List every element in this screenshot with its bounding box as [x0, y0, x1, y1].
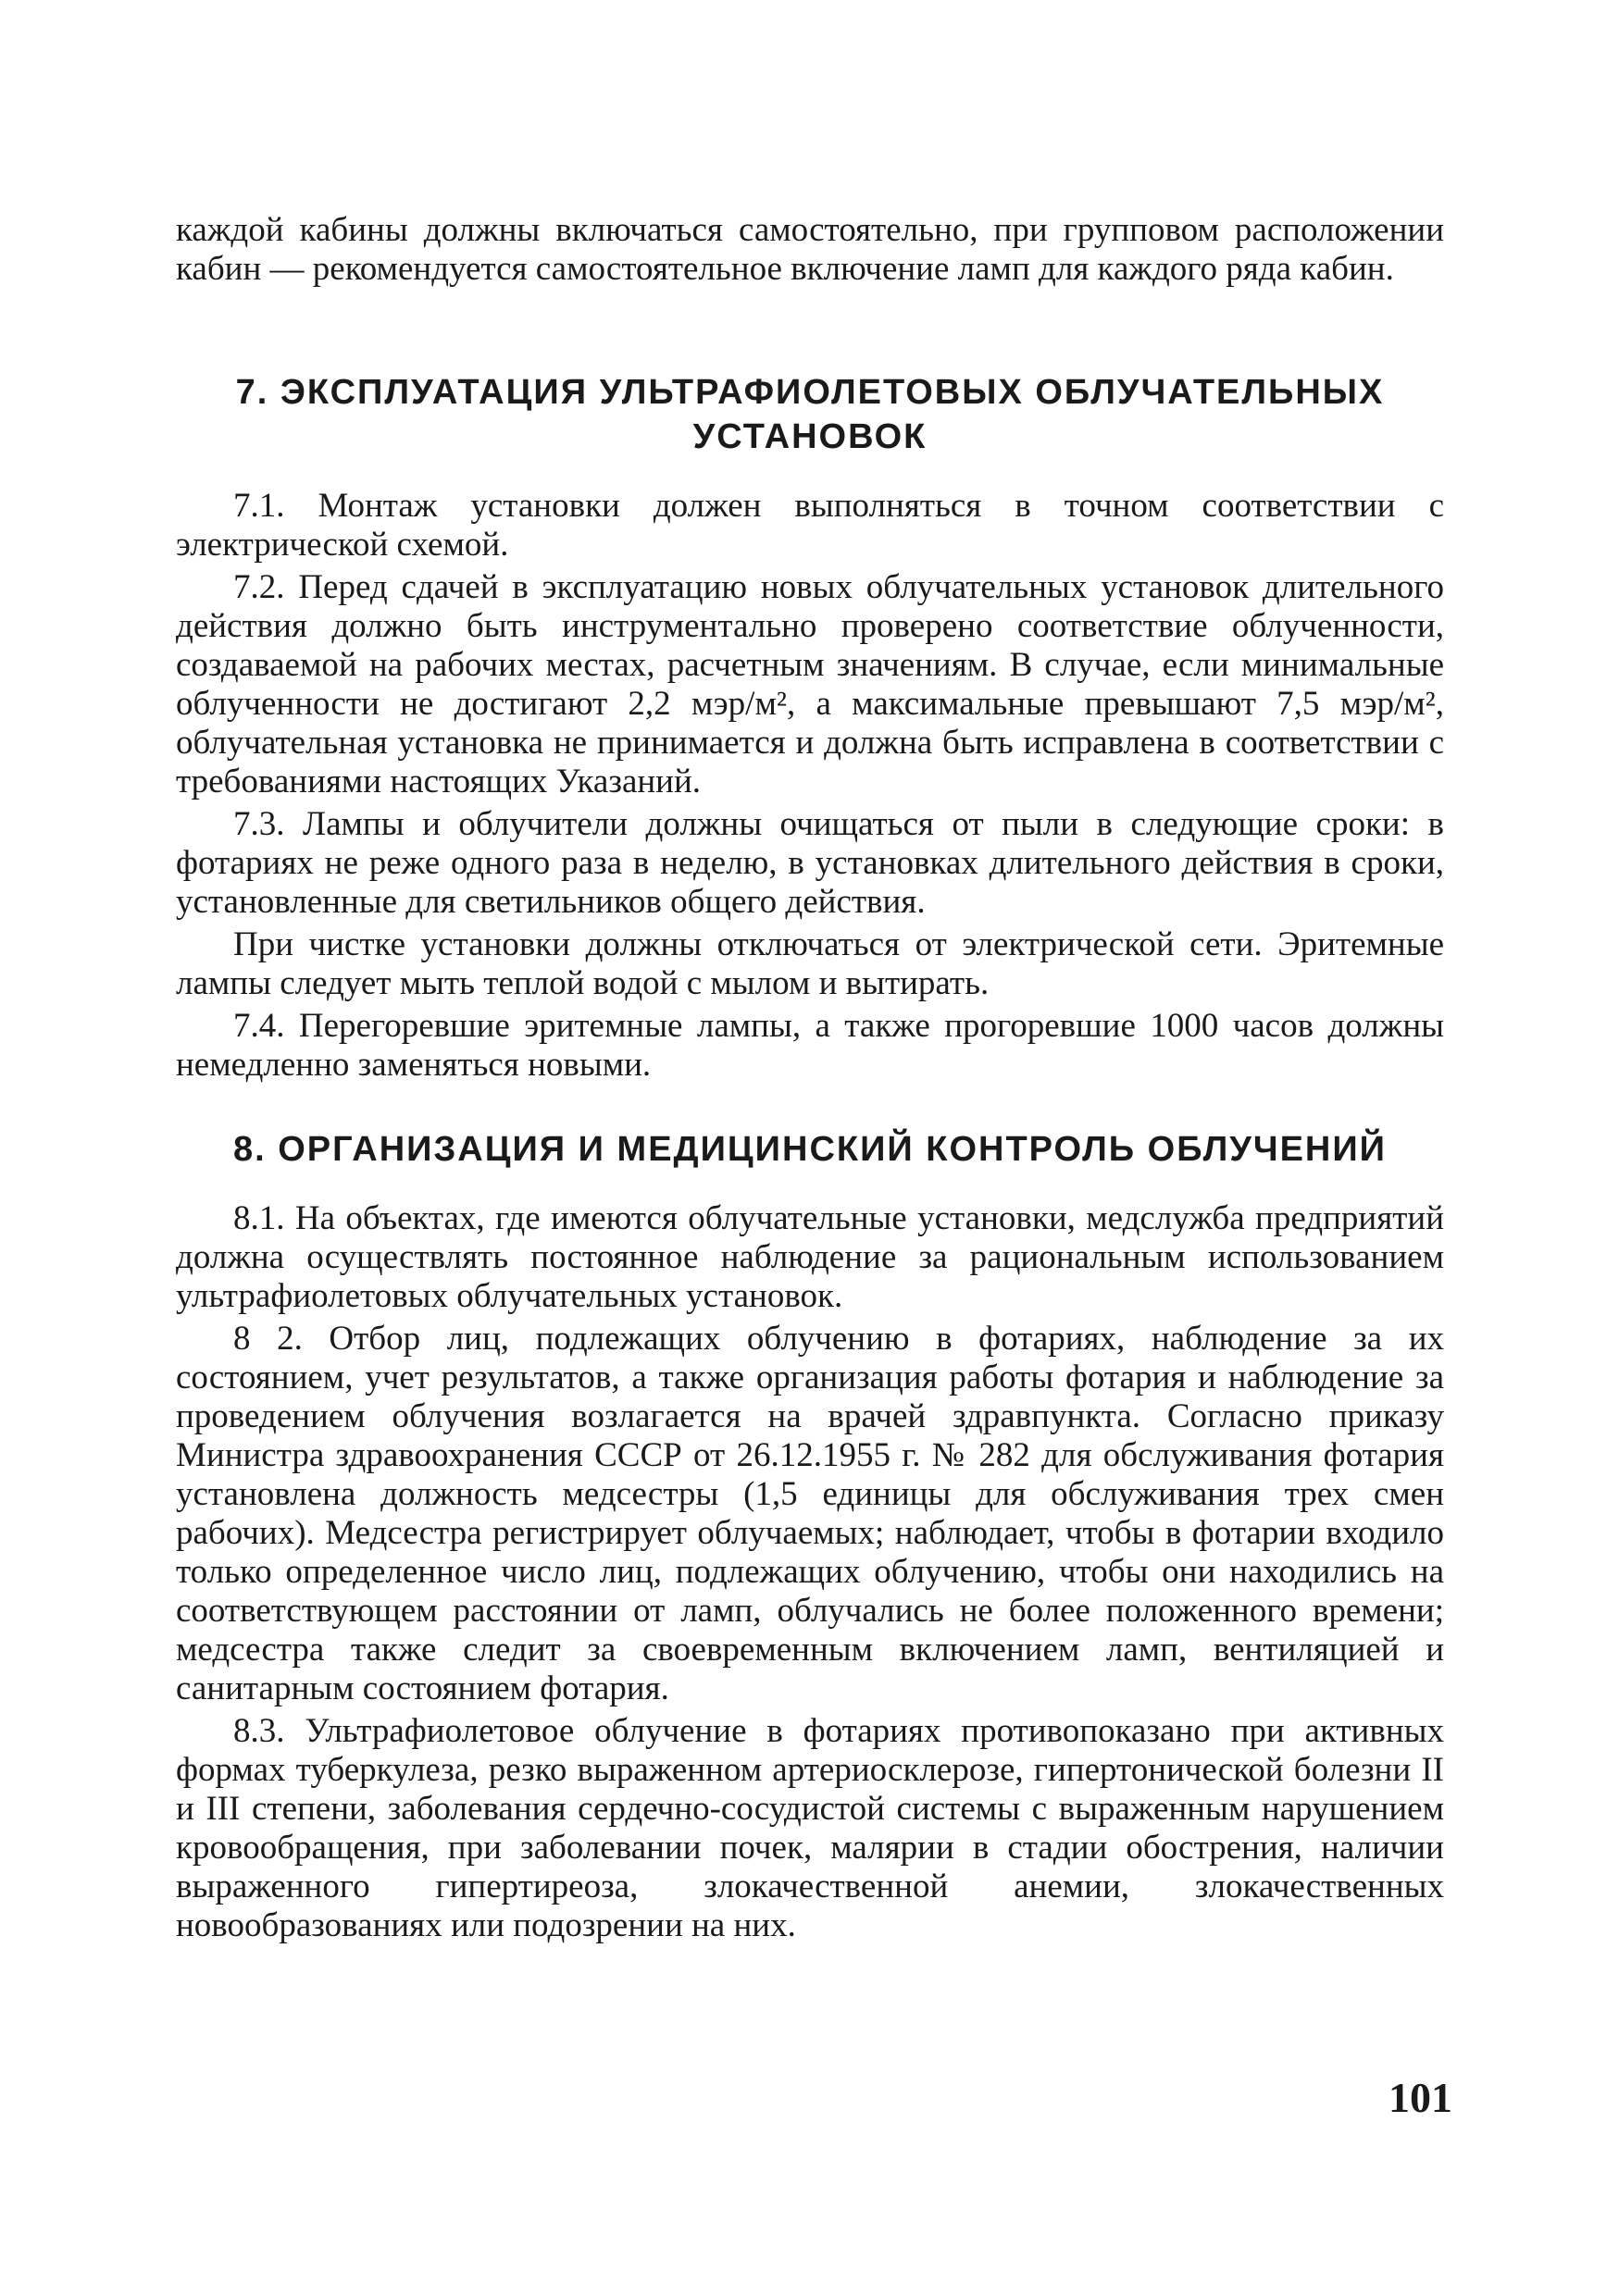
paragraph-7-3-cleaning: При чистке установки должны отключаться от электрической сети. Эритемные лампы следует мыть теплой водой с мылом и вытирать.	[176, 925, 1444, 1002]
intro-paragraph: каждой кабины должны включаться самостоятельно, при групповом расположении кабин — рекомендуется самостоятельное включение ламп для каждого ряда кабин.	[176, 211, 1444, 288]
page-number: 101	[1389, 2074, 1452, 2121]
paragraph-7-3: 7.3. Лампы и облучители должны очищаться от пыли в следующие сроки: в фотариях не реже одного раза в неделю, в установках длительного действия в сроки, установленные для светильников общего действия.	[176, 805, 1444, 921]
section-7-title: 7. ЭКСПЛУАТАЦИЯ УЛЬТРАФИОЛЕТОВЫХ ОБЛУЧАТЕЛЬНЫХ УСТАНОВОК	[235, 373, 1385, 456]
section-8-title: 8. ОРГАНИЗАЦИЯ И МЕДИЦИНСКИЙ КОНТРОЛЬ ОБЛУЧЕНИЙ	[232, 1130, 1387, 1169]
paragraph-8-3: 8.3. Ультрафиолетовое облучение в фотариях противопоказано при активных формах туберкулеза, резко выраженном артериосклерозе, гипертонической болезни II и III степени, заболевания сердечно-сосудистой системы с выраженным нарушением кровообращения, при заболевании почек, малярии в стадии обострения, наличии выраженного гипертиреоза, злокачественной анемии, злокачественных новообразованиях или подозрении на них.	[176, 1712, 1444, 1944]
paragraph-7-2: 7.2. Перед сдачей в эксплуатацию новых облучательных установок длительного действия должно быть инструментально проверено соответствие облученности, создаваемой на рабочих местах, расчетным значениям. В случае, если минимальные облученности не достигают 2,2 мэр/м², а максимальные превышают 7,5 мэр/м², облучательная установка не принимается и должна быть исправлена в соответствии с требованиями настоящих Указаний.	[176, 568, 1444, 800]
paragraph-7-1: 7.1. Монтаж установки должен выполняться в точном соответствии с электрической схемой.	[176, 487, 1444, 564]
paragraph-8-2: 8 2. Отбор лиц, подлежащих облучению в фотариях, наблюдение за их состоянием, учет результатов, а также организация работы фотария и наблюдение за проведением облучения возлагается на врачей здравпункта. Согласно приказу Министра здравоохранения СССР от 26.12.1955 г. № 282 для обслуживания фотария установлена должность медсестры (1,5 единицы для обслуживания трех смен рабочих). Медсестра регистрирует облучаемых; наблюдает, чтобы в фотарии входило только определенное число лиц, подлежащих облучению, чтобы они находились на соответствующем расстоянии от ламп, облучались не более положенного времени; медсестра также следит за своевременным включением ламп, вентиляцией и санитарным состоянием фотария.	[176, 1320, 1444, 1707]
section-8-body	[176, 1199, 1444, 1945]
paragraph-8-1: 8.1. На объектах, где имеются облучательные установки, медслужба предприятий должна осуществлять постоянное наблюдение за рациональным использованием ультрафиолетовых облучательных установок.	[176, 1199, 1444, 1315]
section-7-body	[176, 487, 1444, 1085]
paragraph-7-4: 7.4. Перегоревшие эритемные лампы, а также прогоревшие 1000 часов должны немедленно заменяться новыми.	[176, 1007, 1444, 1084]
intro-block	[176, 211, 1444, 289]
